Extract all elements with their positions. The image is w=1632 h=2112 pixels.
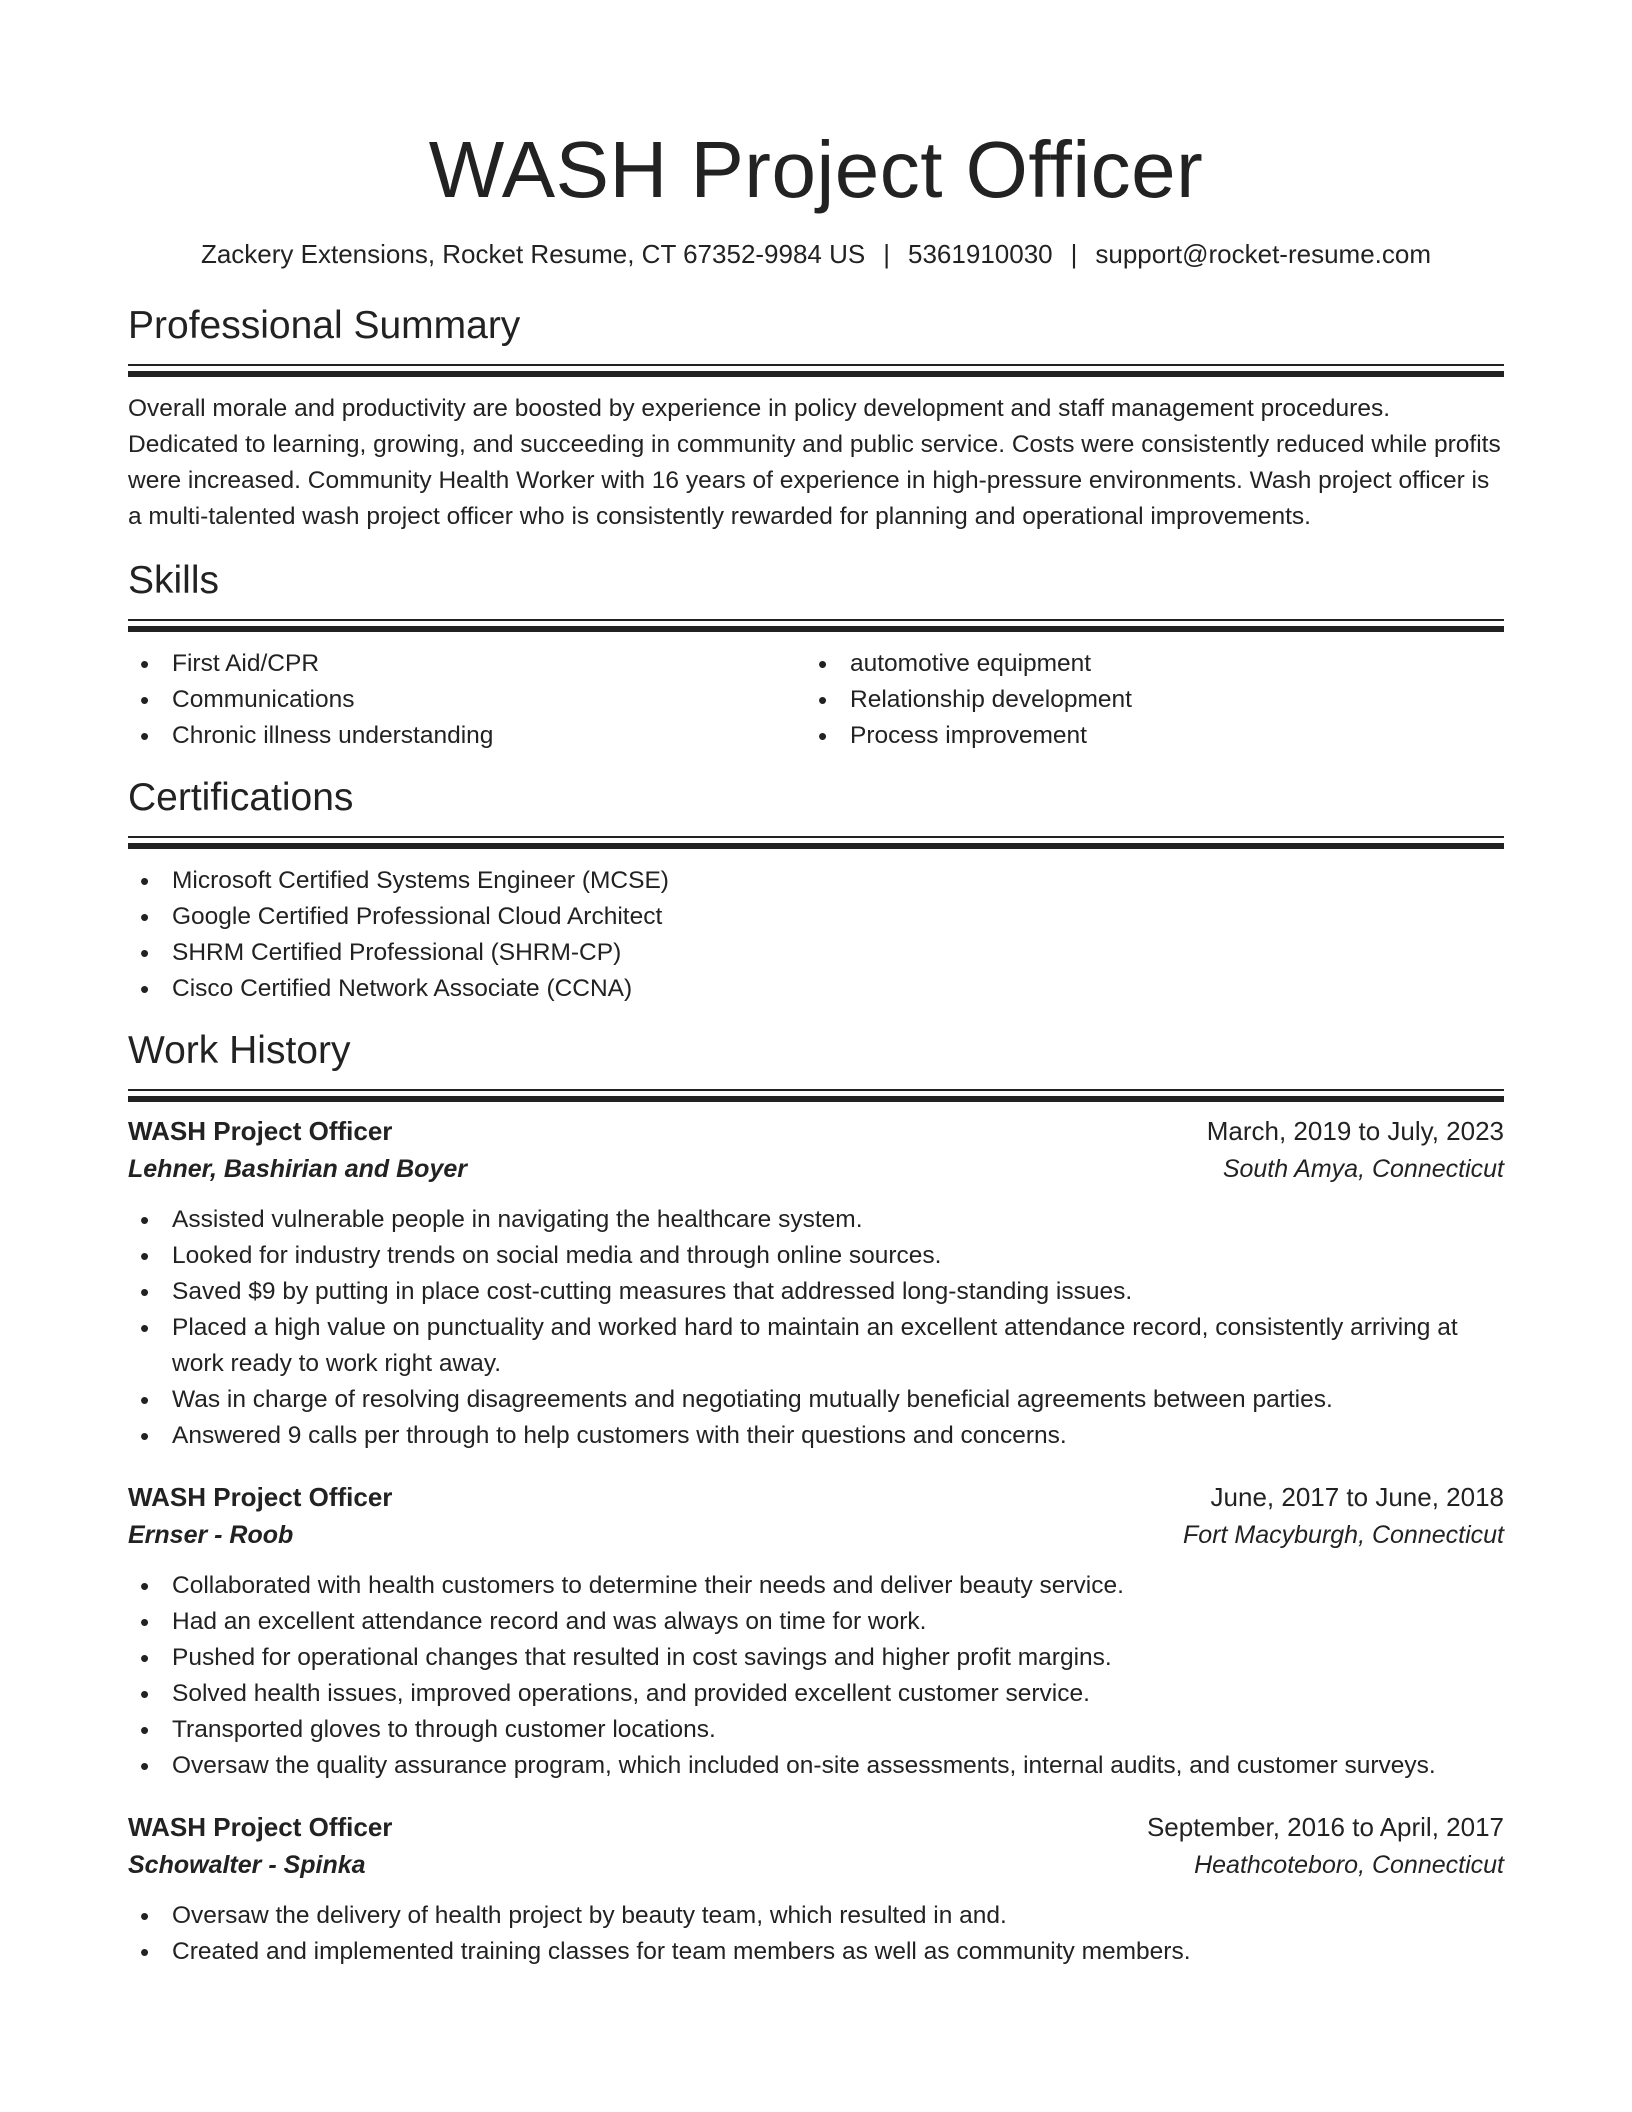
job-bullet: • Saved $9 by putting in place cost-cutting measures that addressed long-standing issues. — [128, 1274, 1504, 1310]
section-title-summary: Professional Summary — [128, 304, 521, 347]
resume-page — [128, 0, 1504, 1970]
section-divider — [128, 619, 1504, 621]
skill-item: • Process improvement — [806, 718, 1484, 754]
job-bullet: • Solved health issues, improved operations, and provided excellent customer service. — [128, 1676, 1504, 1712]
job-title: WASH Project Officer — [128, 1116, 393, 1146]
skills-list-left — [128, 646, 806, 754]
job-company: Schowalter - Spinka — [128, 1851, 366, 1879]
contact-address: Zackery Extensions, Rocket Resume, CT 67352-9984 US — [200, 239, 866, 269]
section-divider — [128, 836, 1504, 838]
job-bullet: • Created and implemented training classes for team members as well as community members. — [128, 1934, 1504, 1970]
job-location: Fort Macyburgh, Connecticut — [1183, 1521, 1504, 1549]
resume-name: WASH Project Officer — [428, 125, 1204, 214]
certifications-section — [128, 774, 1504, 1007]
job-bullet: • Had an excellent attendance record and was always on time for work. — [128, 1604, 1504, 1640]
contact-email[interactable]: support@rocket-resume.com — [1095, 239, 1432, 269]
job-bullets — [128, 1202, 1504, 1454]
section-divider — [128, 843, 1504, 849]
skills-list-right — [806, 646, 1484, 754]
job-location: Heathcoteboro, Connecticut — [1194, 1851, 1504, 1879]
skill-item: • Chronic illness understanding — [128, 718, 806, 754]
skill-item: • First Aid/CPR — [128, 646, 806, 682]
summary-section — [128, 302, 1504, 535]
job-bullet: • Was in charge of resolving disagreements and negotiating mutually beneficial agreements between parties. — [128, 1382, 1504, 1418]
job-location: South Amya, Connecticut — [1222, 1155, 1504, 1183]
certification-item: • Cisco Certified Network Associate (CCNA) — [128, 971, 1504, 1007]
job-bullet: • Answered 9 calls per through to help customers with their questions and concerns. — [128, 1418, 1504, 1454]
job-company: Ernser - Roob — [128, 1521, 294, 1549]
certifications-list — [128, 863, 1504, 1007]
job-title: WASH Project Officer — [128, 1482, 393, 1512]
contact-separator: | — [883, 239, 891, 269]
job-bullet: • Transported gloves to through customer locations. — [128, 1712, 1504, 1748]
summary-text: Overall morale and productivity are boosted by experience in policy development and staff management procedures. Dedicated to learning, growing, and succeeding in community and public service. Costs were consistently reduced while profits were increased. Community Health Worker with 16 years of experience in high-pressure environments. Wash project officer is a multi-talented wash project officer who is consistently rewarded for planning and operational improvements. — [128, 395, 1501, 530]
contact-separator: | — [1070, 239, 1078, 269]
job-bullets — [128, 1898, 1504, 1970]
job-entry — [128, 1112, 1504, 1454]
certification-item: • Google Certified Professional Cloud Architect — [128, 899, 1504, 935]
skill-item: • Relationship development — [806, 682, 1484, 718]
contact-phone: 5361910030 — [908, 239, 1053, 269]
job-bullets — [128, 1568, 1504, 1784]
job-dates: June, 2017 to June, 2018 — [1210, 1482, 1504, 1512]
job-bullet: • Collaborated with health customers to determine their needs and deliver beauty service. — [128, 1568, 1504, 1604]
job-bullet: • Oversaw the delivery of health project by beauty team, which resulted in and. — [128, 1898, 1504, 1934]
section-title-skills: Skills — [128, 559, 220, 602]
job-title: WASH Project Officer — [128, 1812, 393, 1842]
job-entry — [128, 1808, 1504, 1970]
certification-item: • Microsoft Certified Systems Engineer (MCSE) — [128, 863, 1504, 899]
section-divider — [128, 1096, 1504, 1102]
skill-item: • Communications — [128, 682, 806, 718]
job-bullet: • Assisted vulnerable people in navigating the healthcare system. — [128, 1202, 1504, 1238]
job-dates: September, 2016 to April, 2017 — [1146, 1812, 1504, 1842]
job-bullet: • Pushed for operational changes that resulted in cost savings and higher profit margins. — [128, 1640, 1504, 1676]
job-dates: March, 2019 to July, 2023 — [1206, 1116, 1504, 1146]
skills-section — [128, 557, 1504, 754]
job-bullet: • Placed a high value on punctuality and worked hard to maintain an excellent attendance record, consistently arriving at work ready to work right away. — [128, 1310, 1504, 1382]
skills-grid — [128, 646, 1504, 754]
section-title-work-history: Work History — [128, 1029, 351, 1072]
section-divider — [128, 1089, 1504, 1091]
contact-line — [128, 236, 1504, 272]
section-divider — [128, 371, 1504, 377]
job-bullet: • Looked for industry trends on social media and through online sources. — [128, 1238, 1504, 1274]
section-divider — [128, 626, 1504, 632]
certification-item: • SHRM Certified Professional (SHRM-CP) — [128, 935, 1504, 971]
section-title-certifications: Certifications — [128, 776, 354, 819]
section-divider — [128, 364, 1504, 366]
job-company: Lehner, Bashirian and Boyer — [128, 1155, 467, 1183]
work-history-section — [128, 1027, 1504, 1970]
job-bullet: • Oversaw the quality assurance program, which included on-site assessments, internal audits, and customer surveys. — [128, 1748, 1504, 1784]
skill-item: • automotive equipment — [806, 646, 1484, 682]
job-entry — [128, 1478, 1504, 1784]
